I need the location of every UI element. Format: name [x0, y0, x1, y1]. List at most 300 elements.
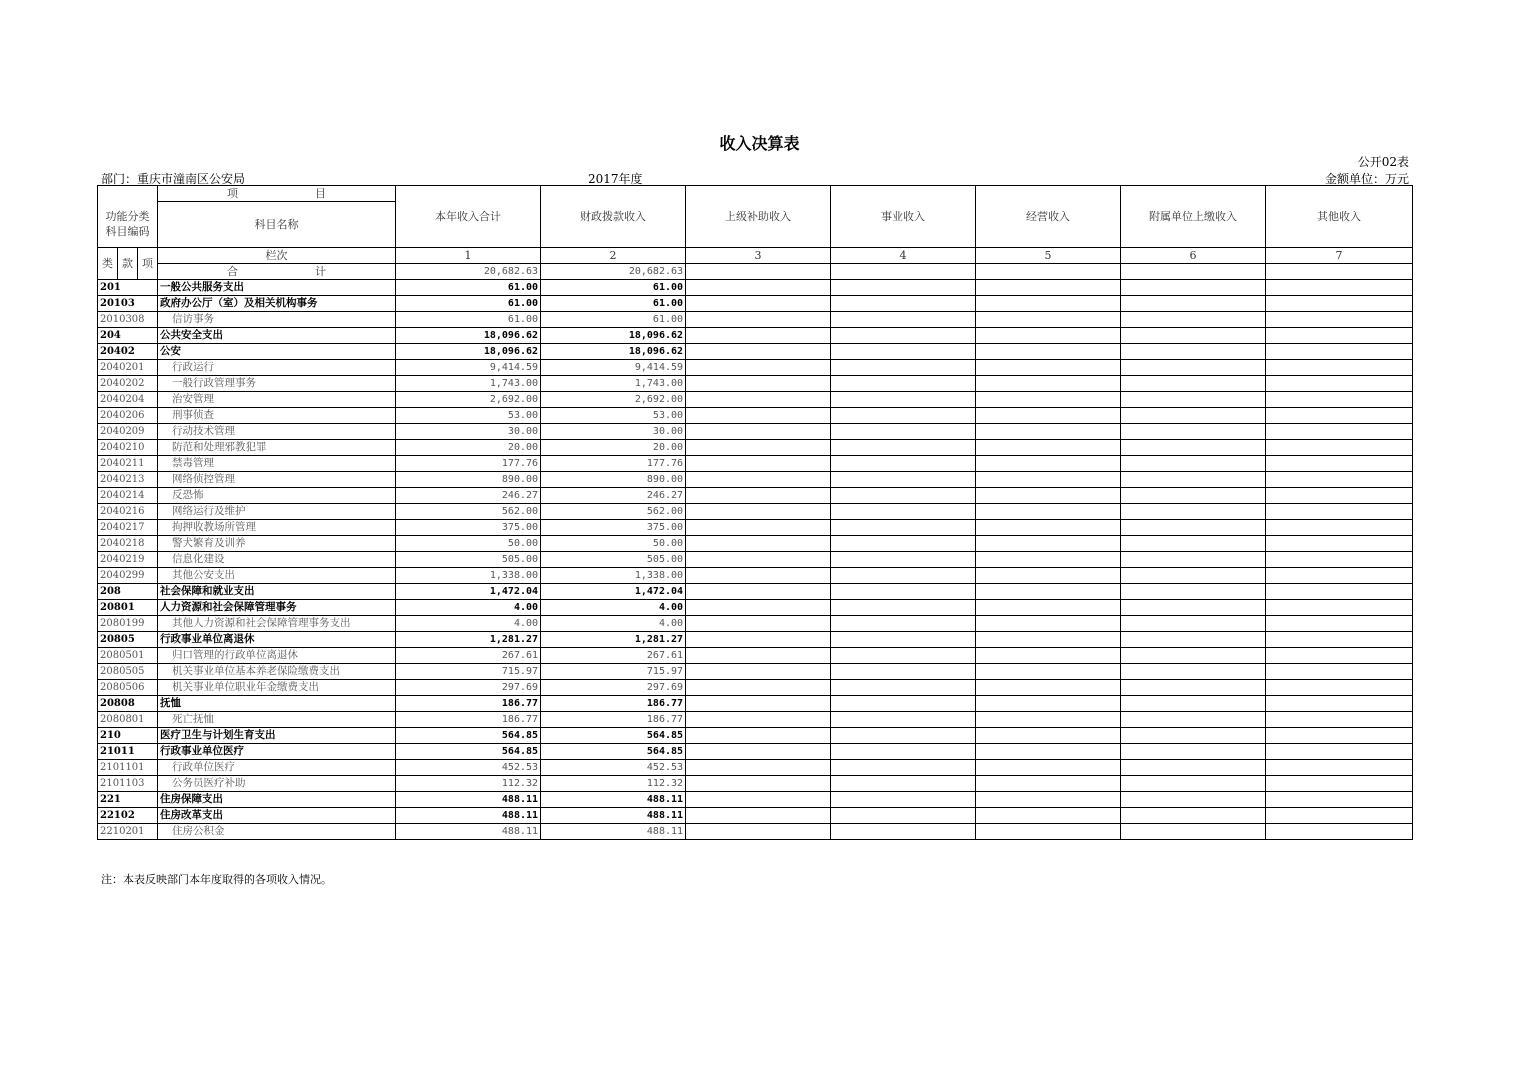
- total-income-value: 20.00: [396, 440, 541, 456]
- total-income-value: 267.61: [396, 648, 541, 664]
- affiliated-unit-value: [1121, 360, 1266, 376]
- business-income-value: [831, 280, 976, 296]
- other-income-value: [1266, 616, 1413, 632]
- affiliated-unit-value: [1121, 280, 1266, 296]
- subject-code: 22102: [98, 808, 158, 824]
- header-item: 项 目: [158, 186, 396, 202]
- subject-code: 208: [98, 584, 158, 600]
- other-income-value: [1266, 312, 1413, 328]
- table-row: [98, 632, 1413, 648]
- business-income-value: [831, 392, 976, 408]
- col-header-7: 其他收入: [1266, 186, 1413, 248]
- total-income-value: 186.77: [396, 712, 541, 728]
- operating-income-value: [976, 632, 1121, 648]
- superior-subsidy-value: [686, 328, 831, 344]
- operating-income-value: [976, 744, 1121, 760]
- fiscal-allocation-value: 562.00: [541, 504, 686, 520]
- table-row: [98, 824, 1413, 840]
- amount-unit: 金额单位：万元: [1324, 172, 1409, 186]
- operating-income-value: [976, 616, 1121, 632]
- subject-code: 20801: [98, 600, 158, 616]
- subject-name: 社会保障和就业支出: [158, 584, 396, 600]
- superior-subsidy-value: [686, 296, 831, 312]
- total-income-value: 452.53: [396, 760, 541, 776]
- business-income-value: [831, 344, 976, 360]
- col-num-5: 5: [976, 248, 1121, 264]
- col-header-3: 上级补助收入: [686, 186, 831, 248]
- superior-subsidy-value: [686, 456, 831, 472]
- other-income-value: [1266, 360, 1413, 376]
- total-income-value: 50.00: [396, 536, 541, 552]
- business-income-value: [831, 440, 976, 456]
- fiscal-allocation-value: 18,096.62: [541, 328, 686, 344]
- table-row: [98, 520, 1413, 536]
- subject-name: 拘押收教场所管理: [158, 520, 396, 536]
- fiscal-allocation-value: 112.32: [541, 776, 686, 792]
- superior-subsidy-value: [686, 408, 831, 424]
- operating-income-value: [976, 520, 1121, 536]
- total-income-value: 112.32: [396, 776, 541, 792]
- superior-subsidy-value: [686, 280, 831, 296]
- fiscal-allocation-value: 20.00: [541, 440, 686, 456]
- other-income-value: [1266, 712, 1413, 728]
- fiscal-allocation-value: 9,414.59: [541, 360, 686, 376]
- col-header-6: 附属单位上缴收入: [1121, 186, 1266, 248]
- table-row: [98, 744, 1413, 760]
- business-income-value: [831, 376, 976, 392]
- affiliated-unit-value: [1121, 744, 1266, 760]
- other-income-value: [1266, 296, 1413, 312]
- superior-subsidy-value: [686, 360, 831, 376]
- fiscal-allocation-value: 1,743.00: [541, 376, 686, 392]
- operating-income-value: [976, 648, 1121, 664]
- other-income-value: [1266, 488, 1413, 504]
- fiscal-allocation-value: 2,692.00: [541, 392, 686, 408]
- total-income-value: 488.11: [396, 808, 541, 824]
- operating-income-value: [976, 360, 1121, 376]
- business-income-value: [831, 504, 976, 520]
- col-num-4: 4: [831, 248, 976, 264]
- table-row: [98, 392, 1413, 408]
- fiscal-allocation-value: 177.76: [541, 456, 686, 472]
- col-num-1: 1: [396, 248, 541, 264]
- operating-income-value: [976, 552, 1121, 568]
- total-col-1: 20,682.63: [396, 264, 541, 280]
- other-income-value: [1266, 680, 1413, 696]
- subject-code: 2040209: [98, 424, 158, 440]
- fiscal-allocation-value: 61.00: [541, 312, 686, 328]
- table-row: [98, 424, 1413, 440]
- operating-income-value: [976, 600, 1121, 616]
- col-header-2: 财政拨款收入: [541, 186, 686, 248]
- fiscal-allocation-value: 267.61: [541, 648, 686, 664]
- superior-subsidy-value: [686, 424, 831, 440]
- other-income-value: [1266, 760, 1413, 776]
- affiliated-unit-value: [1121, 712, 1266, 728]
- subject-name: 警犬繁育及训养: [158, 536, 396, 552]
- superior-subsidy-value: [686, 504, 831, 520]
- affiliated-unit-value: [1121, 776, 1266, 792]
- other-income-value: [1266, 536, 1413, 552]
- superior-subsidy-value: [686, 728, 831, 744]
- subject-name: 机关事业单位基本养老保险缴费支出: [158, 664, 396, 680]
- superior-subsidy-value: [686, 744, 831, 760]
- operating-income-value: [976, 424, 1121, 440]
- table-row: [98, 616, 1413, 632]
- subject-code: 21011: [98, 744, 158, 760]
- operating-income-value: [976, 664, 1121, 680]
- subject-code: 2080501: [98, 648, 158, 664]
- table-row: [98, 776, 1413, 792]
- business-income-value: [831, 776, 976, 792]
- form-number: 公开02表: [1357, 155, 1409, 169]
- subject-name: 刑事侦查: [158, 408, 396, 424]
- total-income-value: 18,096.62: [396, 344, 541, 360]
- total-income-value: 186.77: [396, 696, 541, 712]
- table-row: [98, 440, 1413, 456]
- fiscal-allocation-value: 890.00: [541, 472, 686, 488]
- affiliated-unit-value: [1121, 568, 1266, 584]
- table-row: [98, 792, 1413, 808]
- other-income-value: [1266, 408, 1413, 424]
- fiscal-allocation-value: 488.11: [541, 824, 686, 840]
- affiliated-unit-value: [1121, 328, 1266, 344]
- total-income-value: 564.85: [396, 744, 541, 760]
- operating-income-value: [976, 568, 1121, 584]
- subject-code: 221: [98, 792, 158, 808]
- col-header-4: 事业收入: [831, 186, 976, 248]
- subject-code: 2210201: [98, 824, 158, 840]
- operating-income-value: [976, 472, 1121, 488]
- affiliated-unit-value: [1121, 584, 1266, 600]
- table-row: [98, 680, 1413, 696]
- subject-code: 2040216: [98, 504, 158, 520]
- subject-name: 政府办公厅（室）及相关机构事务: [158, 296, 396, 312]
- subject-code: 20808: [98, 696, 158, 712]
- business-income-value: [831, 312, 976, 328]
- col-num-3: 3: [686, 248, 831, 264]
- fiscal-allocation-value: 61.00: [541, 280, 686, 296]
- subject-name: 归口管理的行政单位离退休: [158, 648, 396, 664]
- affiliated-unit-value: [1121, 792, 1266, 808]
- affiliated-unit-value: [1121, 392, 1266, 408]
- affiliated-unit-value: [1121, 504, 1266, 520]
- superior-subsidy-value: [686, 344, 831, 360]
- other-income-value: [1266, 568, 1413, 584]
- operating-income-value: [976, 440, 1121, 456]
- subject-code: 2010308: [98, 312, 158, 328]
- column-index-label: 栏次: [158, 248, 396, 264]
- department-label: 部门：重庆市潼南区公安局: [101, 172, 246, 186]
- fiscal-year: 2017年度: [588, 172, 643, 186]
- affiliated-unit-value: [1121, 600, 1266, 616]
- subject-name: 网络侦控管理: [158, 472, 396, 488]
- superior-subsidy-value: [686, 680, 831, 696]
- total-income-value: 488.11: [396, 792, 541, 808]
- subject-name: 公安: [158, 344, 396, 360]
- total-col-2: 20,682.63: [541, 264, 686, 280]
- subject-code: 2080199: [98, 616, 158, 632]
- affiliated-unit-value: [1121, 824, 1266, 840]
- superior-subsidy-value: [686, 696, 831, 712]
- table-row: [98, 808, 1413, 824]
- subject-name: 反恐怖: [158, 488, 396, 504]
- operating-income-value: [976, 312, 1121, 328]
- subject-code: 20402: [98, 344, 158, 360]
- table-row: [98, 664, 1413, 680]
- table-row: [98, 344, 1413, 360]
- business-income-value: [831, 472, 976, 488]
- table-row: [98, 488, 1413, 504]
- affiliated-unit-value: [1121, 488, 1266, 504]
- subject-name: 行政事业单位离退休: [158, 632, 396, 648]
- business-income-value: [831, 808, 976, 824]
- subject-code: 20805: [98, 632, 158, 648]
- subject-name: 住房公积金: [158, 824, 396, 840]
- total-income-value: 564.85: [396, 728, 541, 744]
- fiscal-allocation-value: 1,338.00: [541, 568, 686, 584]
- superior-subsidy-value: [686, 568, 831, 584]
- total-income-value: 246.27: [396, 488, 541, 504]
- fiscal-allocation-value: 50.00: [541, 536, 686, 552]
- business-income-value: [831, 360, 976, 376]
- fiscal-allocation-value: 4.00: [541, 600, 686, 616]
- other-income-value: [1266, 696, 1413, 712]
- business-income-value: [831, 456, 976, 472]
- other-income-value: [1266, 392, 1413, 408]
- total-income-value: 890.00: [396, 472, 541, 488]
- subject-name: 禁毒管理: [158, 456, 396, 472]
- other-income-value: [1266, 648, 1413, 664]
- superior-subsidy-value: [686, 760, 831, 776]
- subject-name: 一般公共服务支出: [158, 280, 396, 296]
- subject-code: 20103: [98, 296, 158, 312]
- subject-code: 201: [98, 280, 158, 296]
- subject-code: 2040210: [98, 440, 158, 456]
- fiscal-allocation-value: 53.00: [541, 408, 686, 424]
- subject-name: 死亡抚恤: [158, 712, 396, 728]
- subject-code: 2101101: [98, 760, 158, 776]
- other-income-value: [1266, 520, 1413, 536]
- fiscal-allocation-value: 1,281.27: [541, 632, 686, 648]
- other-income-value: [1266, 600, 1413, 616]
- business-income-value: [831, 296, 976, 312]
- superior-subsidy-value: [686, 616, 831, 632]
- operating-income-value: [976, 824, 1121, 840]
- affiliated-unit-value: [1121, 760, 1266, 776]
- fiscal-allocation-value: 4.00: [541, 616, 686, 632]
- table-row: [98, 712, 1413, 728]
- subject-code: 2040204: [98, 392, 158, 408]
- business-income-value: [831, 680, 976, 696]
- table-row: [98, 568, 1413, 584]
- lei-header: 类: [98, 248, 118, 280]
- fiscal-allocation-value: 375.00: [541, 520, 686, 536]
- operating-income-value: [976, 728, 1121, 744]
- other-income-value: [1266, 344, 1413, 360]
- fiscal-allocation-value: 30.00: [541, 424, 686, 440]
- business-income-value: [831, 616, 976, 632]
- business-income-value: [831, 536, 976, 552]
- affiliated-unit-value: [1121, 552, 1266, 568]
- other-income-value: [1266, 824, 1413, 840]
- total-income-value: 30.00: [396, 424, 541, 440]
- fiscal-allocation-value: 297.69: [541, 680, 686, 696]
- affiliated-unit-value: [1121, 424, 1266, 440]
- superior-subsidy-value: [686, 552, 831, 568]
- superior-subsidy-value: [686, 392, 831, 408]
- superior-subsidy-value: [686, 712, 831, 728]
- operating-income-value: [976, 696, 1121, 712]
- other-income-value: [1266, 584, 1413, 600]
- subject-name: 防范和处理邪教犯罪: [158, 440, 396, 456]
- operating-income-value: [976, 680, 1121, 696]
- total-income-value: 177.76: [396, 456, 541, 472]
- table-row: [98, 296, 1413, 312]
- superior-subsidy-value: [686, 808, 831, 824]
- affiliated-unit-value: [1121, 808, 1266, 824]
- other-income-value: [1266, 328, 1413, 344]
- subject-name: 其他人力资源和社会保障管理事务支出: [158, 616, 396, 632]
- table-row: [98, 504, 1413, 520]
- table-row: [98, 456, 1413, 472]
- affiliated-unit-value: [1121, 520, 1266, 536]
- kuan-header: 款: [118, 248, 138, 280]
- subject-name: 医疗卫生与计划生育支出: [158, 728, 396, 744]
- subject-code: 2080505: [98, 664, 158, 680]
- col-header-5: 经营收入: [976, 186, 1121, 248]
- affiliated-unit-value: [1121, 456, 1266, 472]
- other-income-value: [1266, 792, 1413, 808]
- operating-income-value: [976, 328, 1121, 344]
- operating-income-value: [976, 456, 1121, 472]
- subject-code: 2040217: [98, 520, 158, 536]
- total-income-value: 375.00: [396, 520, 541, 536]
- table-row: [98, 600, 1413, 616]
- business-income-value: [831, 568, 976, 584]
- subject-name: 行政单位医疗: [158, 760, 396, 776]
- affiliated-unit-value: [1121, 728, 1266, 744]
- table-row: [98, 360, 1413, 376]
- business-income-value: [831, 696, 976, 712]
- operating-income-value: [976, 776, 1121, 792]
- superior-subsidy-value: [686, 632, 831, 648]
- operating-income-value: [976, 760, 1121, 776]
- operating-income-value: [976, 808, 1121, 824]
- other-income-value: [1266, 744, 1413, 760]
- total-income-value: 4.00: [396, 616, 541, 632]
- total-income-value: 61.00: [396, 312, 541, 328]
- business-income-value: [831, 664, 976, 680]
- superior-subsidy-value: [686, 376, 831, 392]
- col-num-6: 6: [1121, 248, 1266, 264]
- fiscal-allocation-value: 564.85: [541, 744, 686, 760]
- subject-name: 行政事业单位医疗: [158, 744, 396, 760]
- superior-subsidy-value: [686, 824, 831, 840]
- subject-name: 抚恤: [158, 696, 396, 712]
- affiliated-unit-value: [1121, 376, 1266, 392]
- total-income-value: 9,414.59: [396, 360, 541, 376]
- subject-code: 2040214: [98, 488, 158, 504]
- fiscal-allocation-value: 488.11: [541, 792, 686, 808]
- other-income-value: [1266, 424, 1413, 440]
- subject-code: 2080506: [98, 680, 158, 696]
- operating-income-value: [976, 712, 1121, 728]
- table-row: [98, 328, 1413, 344]
- superior-subsidy-value: [686, 472, 831, 488]
- business-income-value: [831, 328, 976, 344]
- fiscal-allocation-value: 564.85: [541, 728, 686, 744]
- operating-income-value: [976, 376, 1121, 392]
- business-income-value: [831, 584, 976, 600]
- operating-income-value: [976, 344, 1121, 360]
- business-income-value: [831, 632, 976, 648]
- affiliated-unit-value: [1121, 408, 1266, 424]
- subject-name: 住房改革支出: [158, 808, 396, 824]
- function-code-header: 功能分类 科目编码: [98, 202, 158, 248]
- superior-subsidy-value: [686, 520, 831, 536]
- subject-code: 2040299: [98, 568, 158, 584]
- subject-code: 2040218: [98, 536, 158, 552]
- operating-income-value: [976, 392, 1121, 408]
- other-income-value: [1266, 776, 1413, 792]
- business-income-value: [831, 760, 976, 776]
- fiscal-allocation-value: 18,096.62: [541, 344, 686, 360]
- table-row: [98, 696, 1413, 712]
- subject-code: 210: [98, 728, 158, 744]
- operating-income-value: [976, 536, 1121, 552]
- fiscal-allocation-value: 505.00: [541, 552, 686, 568]
- page-title: 收入决算表: [719, 134, 800, 153]
- fiscal-allocation-value: 1,472.04: [541, 584, 686, 600]
- total-income-value: 562.00: [396, 504, 541, 520]
- subject-code: 2040201: [98, 360, 158, 376]
- total-income-value: 1,281.27: [396, 632, 541, 648]
- business-income-value: [831, 744, 976, 760]
- subject-code: 2040211: [98, 456, 158, 472]
- subject-name: 治安管理: [158, 392, 396, 408]
- subject-name: 一般行政管理事务: [158, 376, 396, 392]
- total-income-value: 2,692.00: [396, 392, 541, 408]
- other-income-value: [1266, 376, 1413, 392]
- business-income-value: [831, 424, 976, 440]
- subject-name: 人力资源和社会保障管理事务: [158, 600, 396, 616]
- superior-subsidy-value: [686, 648, 831, 664]
- business-income-value: [831, 648, 976, 664]
- operating-income-value: [976, 488, 1121, 504]
- operating-income-value: [976, 408, 1121, 424]
- col-num-7: 7: [1266, 248, 1413, 264]
- affiliated-unit-value: [1121, 632, 1266, 648]
- operating-income-value: [976, 296, 1121, 312]
- table-row: [98, 472, 1413, 488]
- table-row: [98, 552, 1413, 568]
- superior-subsidy-value: [686, 312, 831, 328]
- affiliated-unit-value: [1121, 680, 1266, 696]
- xiang-header: 项: [138, 248, 158, 280]
- business-income-value: [831, 552, 976, 568]
- table-row: [98, 728, 1413, 744]
- business-income-value: [831, 824, 976, 840]
- business-income-value: [831, 712, 976, 728]
- subject-name: 公共安全支出: [158, 328, 396, 344]
- superior-subsidy-value: [686, 776, 831, 792]
- total-income-value: 61.00: [396, 280, 541, 296]
- table-row: [98, 408, 1413, 424]
- subject-name: 住房保障支出: [158, 792, 396, 808]
- business-income-value: [831, 600, 976, 616]
- subject-code: 2080801: [98, 712, 158, 728]
